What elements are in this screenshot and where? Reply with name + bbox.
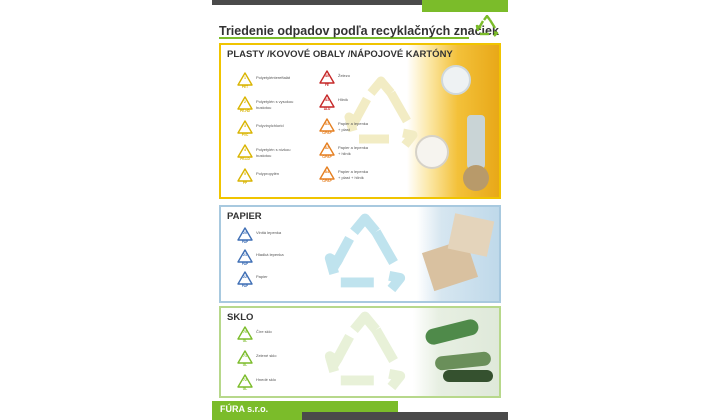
- recycling-code-item: [237, 96, 308, 116]
- recycle-symbol-icon: [237, 350, 253, 370]
- recycle-symbol-icon: [319, 166, 335, 186]
- recycling-code-item: [319, 94, 390, 114]
- code-abbrev: ALU: [323, 107, 331, 111]
- recycling-code-item: [237, 168, 308, 188]
- recycling-code-item: [237, 374, 308, 394]
- material-label: Železo: [338, 73, 351, 78]
- code-abbrev: PAP: [241, 240, 249, 244]
- code-number: 72: [243, 378, 247, 382]
- recycle-symbol-icon: [237, 72, 253, 92]
- code-number: 20: [243, 231, 247, 235]
- company-name: FÚRA s.r.o.: [220, 404, 269, 414]
- recycle-symbol-icon: [237, 168, 253, 188]
- recycling-code-item: [319, 142, 390, 162]
- recycling-code-item: [237, 326, 308, 346]
- material-label: Číre sklo: [256, 329, 272, 334]
- recycle-symbol-icon: [237, 271, 253, 291]
- recycle-symbol-icon: [237, 326, 253, 346]
- code-number: 5: [244, 172, 246, 176]
- recycling-code-item: [237, 227, 308, 247]
- footer-dark-bar: [302, 412, 508, 420]
- recycling-code-item: [319, 70, 390, 90]
- code-number: 22: [243, 275, 247, 279]
- code-abbrev: PP: [242, 181, 248, 185]
- code-abbrev: GL: [242, 363, 248, 367]
- section-title: SKLO: [227, 312, 254, 323]
- section-title: PLASTY /KOVOVÉ OBALY /NÁPOJOVÉ KARTÓNY: [227, 49, 453, 60]
- top-dark-bar: [212, 0, 422, 5]
- code-abbrev: PAP: [241, 284, 249, 288]
- recycling-code-item: [237, 120, 308, 140]
- code-abbrev: GL: [242, 339, 248, 343]
- code-number: 2: [244, 100, 246, 104]
- code-number: 82: [325, 146, 329, 150]
- recycle-symbol-icon: [237, 249, 253, 269]
- material-label: Polyvinylchlorid: [256, 123, 284, 128]
- section-title: PAPIER: [227, 211, 262, 222]
- code-abbrev: PE-HD: [240, 109, 250, 113]
- recycle-symbol-icon: [237, 227, 253, 247]
- recycling-code-item: [237, 144, 308, 164]
- material-label: Papier a lepenka + plast + hliník: [338, 169, 369, 180]
- code-abbrev: GL: [242, 387, 248, 391]
- recycling-code-item: [319, 118, 390, 138]
- code-number: 4: [244, 148, 246, 152]
- code-number: 21: [243, 253, 247, 257]
- recycling-code-item: [319, 166, 390, 186]
- sklo-section: [219, 306, 501, 398]
- recycle-watermark-icon: [317, 310, 413, 398]
- material-label: Vlnitá lepenka: [256, 230, 282, 235]
- recycle-symbol-icon: [319, 94, 335, 114]
- recycle-symbol-icon: [237, 96, 253, 116]
- glass-photo: [413, 308, 499, 396]
- code-number: 84: [325, 170, 329, 174]
- recycling-code-item: [237, 350, 308, 370]
- recycling-code-item: [237, 271, 308, 291]
- code-number: 71: [243, 354, 247, 358]
- recycle-symbol-icon: [319, 70, 335, 90]
- code-number: 81: [325, 122, 329, 126]
- code-number: 40: [325, 74, 329, 78]
- material-label: Hnedé sklo: [256, 377, 277, 382]
- code-abbrev: PAP: [241, 262, 249, 266]
- code-abbrev: C/PAP: [322, 179, 332, 183]
- material-label: Hladká lepenka: [256, 252, 284, 257]
- material-label: Polypropylén: [256, 171, 280, 176]
- code-abbrev: C/PAP: [322, 131, 332, 135]
- code-abbrev: PVC: [241, 133, 249, 137]
- top-green-bar: [422, 0, 508, 12]
- paper-photo: [417, 207, 499, 301]
- code-number: 1: [244, 76, 246, 80]
- recycle-icon: [475, 15, 499, 39]
- material-label: Papier: [256, 274, 268, 279]
- code-abbrev: PET: [241, 85, 249, 89]
- recycle-symbol-icon: [237, 374, 253, 394]
- code-number: 70: [243, 330, 247, 334]
- recycle-symbol-icon: [237, 120, 253, 140]
- material-label: Zelené sklo: [256, 353, 277, 358]
- plasty-section: [219, 43, 501, 199]
- papier-section: [219, 205, 501, 303]
- recycle-watermark-icon: [317, 212, 413, 303]
- page-title: Triedenie odpadov podľa recyklačných značiek: [219, 24, 499, 38]
- material-label: Papier a lepenka + plast: [338, 121, 369, 132]
- code-abbrev: C/PAP: [322, 155, 332, 159]
- recycle-symbol-icon: [237, 144, 253, 164]
- material-label: Polyetylén s vysokou hustotou: [256, 99, 294, 110]
- code-abbrev: PE-LD: [240, 157, 250, 161]
- code-number: 3: [244, 124, 246, 128]
- material-label: Hliník: [338, 97, 349, 102]
- material-label: Polyetyléntereftalát: [256, 75, 291, 80]
- recycle-symbol-icon: [319, 142, 335, 162]
- recycle-symbol-icon: [319, 118, 335, 138]
- code-abbrev: FE: [324, 83, 330, 87]
- material-label: Polyetylén s nízkou hustotou: [256, 147, 291, 158]
- code-number: 41: [325, 98, 329, 102]
- recycling-code-item: [237, 249, 308, 269]
- material-label: Papier a lepenka + hliník: [338, 145, 369, 156]
- recycling-code-item: [237, 72, 308, 92]
